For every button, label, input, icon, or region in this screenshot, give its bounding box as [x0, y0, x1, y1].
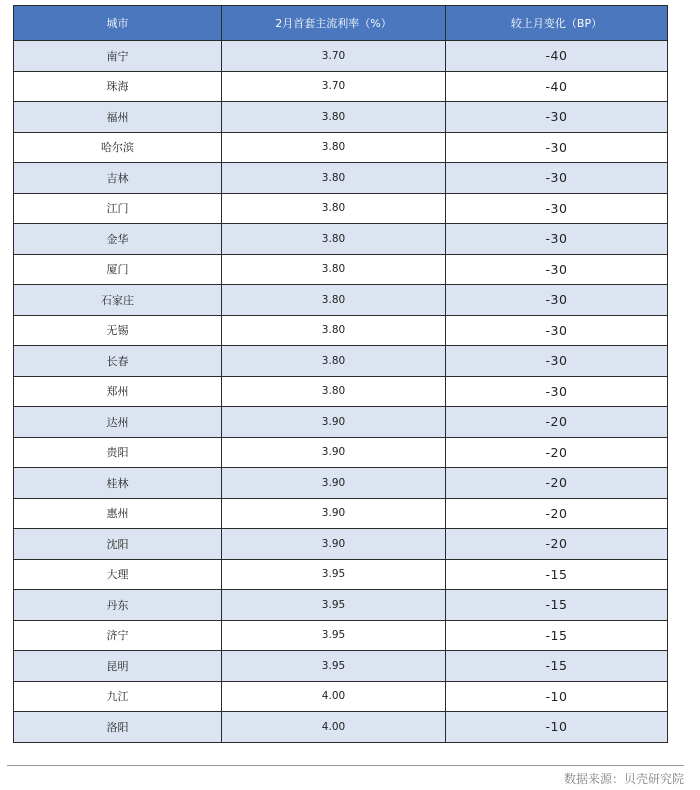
city-cell: 丹东 [14, 590, 222, 621]
rate-cell: 4.00 [222, 681, 446, 712]
city-cell: 长春 [14, 346, 222, 377]
change-cell: -30 [446, 193, 668, 224]
city-cell: 大理 [14, 559, 222, 590]
header-row [14, 6, 668, 41]
table-row [14, 71, 668, 102]
city-cell: 郑州 [14, 376, 222, 407]
change-cell: -20 [446, 529, 668, 560]
city-cell: 吉林 [14, 163, 222, 194]
table-row [14, 315, 668, 346]
table-row [14, 468, 668, 499]
city-cell: 九江 [14, 681, 222, 712]
change-cell: -30 [446, 254, 668, 285]
table-row [14, 407, 668, 438]
city-cell: 金华 [14, 224, 222, 255]
table-row [14, 681, 668, 712]
rate-cell: 3.90 [222, 498, 446, 529]
rate-cell: 3.95 [222, 559, 446, 590]
city-cell: 厦门 [14, 254, 222, 285]
city-cell: 达州 [14, 407, 222, 438]
table-row [14, 285, 668, 316]
table-row [14, 254, 668, 285]
change-cell: -20 [446, 437, 668, 468]
table-row [14, 620, 668, 651]
mortgage-rate-table-container [13, 5, 667, 743]
rate-cell: 3.80 [222, 163, 446, 194]
table-body [14, 41, 668, 743]
change-cell: -15 [446, 620, 668, 651]
city-cell: 江门 [14, 193, 222, 224]
table-row [14, 193, 668, 224]
change-cell: -40 [446, 71, 668, 102]
change-cell: -30 [446, 285, 668, 316]
table-row [14, 590, 668, 621]
table-row [14, 559, 668, 590]
table-row [14, 376, 668, 407]
change-cell: -30 [446, 346, 668, 377]
change-cell: -30 [446, 132, 668, 163]
city-cell: 石家庄 [14, 285, 222, 316]
header-rate: 2月首套主流利率（%） [222, 6, 446, 41]
city-cell: 福州 [14, 102, 222, 133]
data-source-note: 数据来源：贝壳研究院 [563, 772, 684, 786]
change-cell: -10 [446, 681, 668, 712]
rate-cell: 3.80 [222, 224, 446, 255]
city-cell: 沈阳 [14, 529, 222, 560]
rate-cell: 3.95 [222, 620, 446, 651]
table-row [14, 102, 668, 133]
rate-cell: 4.00 [222, 712, 446, 743]
table-row [14, 41, 668, 72]
table-header [14, 6, 668, 41]
city-cell: 珠海 [14, 71, 222, 102]
city-cell: 昆明 [14, 651, 222, 682]
rate-cell: 3.80 [222, 315, 446, 346]
table-row [14, 163, 668, 194]
rate-cell: 3.80 [222, 376, 446, 407]
change-cell: -15 [446, 651, 668, 682]
city-cell: 桂林 [14, 468, 222, 499]
change-cell: -20 [446, 407, 668, 438]
table-row [14, 529, 668, 560]
change-cell: -30 [446, 102, 668, 133]
rate-cell: 3.70 [222, 41, 446, 72]
header-city: 城市 [14, 6, 222, 41]
city-cell: 贵阳 [14, 437, 222, 468]
change-cell: -10 [446, 712, 668, 743]
footer-divider [7, 765, 684, 766]
rate-cell: 3.80 [222, 193, 446, 224]
city-cell: 哈尔滨 [14, 132, 222, 163]
city-cell: 济宁 [14, 620, 222, 651]
change-cell: -30 [446, 376, 668, 407]
table-row [14, 437, 668, 468]
mortgage-rate-table [13, 5, 668, 743]
table-row [14, 132, 668, 163]
change-cell: -20 [446, 498, 668, 529]
rate-cell: 3.80 [222, 254, 446, 285]
table-row [14, 712, 668, 743]
rate-cell: 3.95 [222, 590, 446, 621]
change-cell: -40 [446, 41, 668, 72]
rate-cell: 3.80 [222, 285, 446, 316]
change-cell: -15 [446, 590, 668, 621]
change-cell: -30 [446, 163, 668, 194]
table-row [14, 346, 668, 377]
city-cell: 惠州 [14, 498, 222, 529]
table-row [14, 651, 668, 682]
rate-cell: 3.80 [222, 346, 446, 377]
rate-cell: 3.95 [222, 651, 446, 682]
city-cell: 无锡 [14, 315, 222, 346]
rate-cell: 3.70 [222, 71, 446, 102]
change-cell: -20 [446, 468, 668, 499]
rate-cell: 3.90 [222, 407, 446, 438]
header-change: 较上月变化（BP） [446, 6, 668, 41]
change-cell: -30 [446, 224, 668, 255]
table-row [14, 498, 668, 529]
change-cell: -30 [446, 315, 668, 346]
city-cell: 南宁 [14, 41, 222, 72]
rate-cell: 3.80 [222, 132, 446, 163]
rate-cell: 3.90 [222, 468, 446, 499]
rate-cell: 3.80 [222, 102, 446, 133]
city-cell: 洛阳 [14, 712, 222, 743]
change-cell: -15 [446, 559, 668, 590]
rate-cell: 3.90 [222, 529, 446, 560]
rate-cell: 3.90 [222, 437, 446, 468]
table-row [14, 224, 668, 255]
